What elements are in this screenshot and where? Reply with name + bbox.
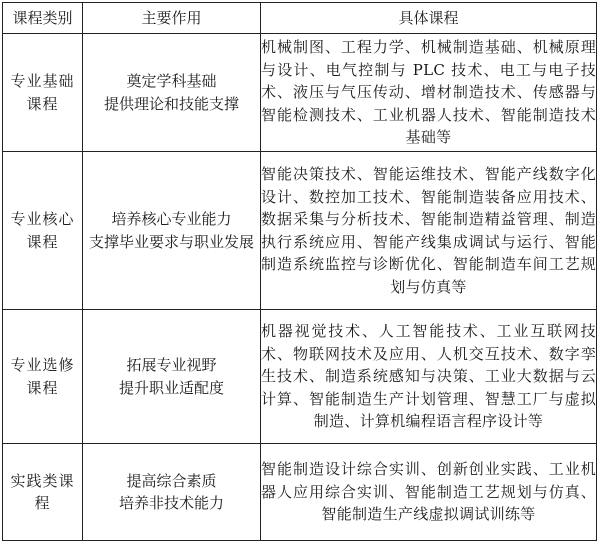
role-cell [83,310,261,444]
role-line: 提升职业适配度 [118,378,224,397]
role-line: 培养非技术能力 [118,494,224,512]
header-courses: 具体课程 [261,3,597,34]
category-cell: 专业核心课程 [3,152,83,310]
category-cell: 专业基础课程 [3,34,83,152]
role-cell [83,152,261,310]
table-row [3,310,597,444]
header-row [3,3,597,34]
table-row [3,152,597,310]
role-line: 拓展专业视野 [126,356,217,374]
header-category: 课程类别 [3,3,83,34]
role-line: 提供理论和技能支撑 [103,94,239,113]
category-cell: 专业选修课程 [3,310,83,444]
role-cell [83,444,261,541]
role-line: 支撑毕业要求与职业发展 [88,232,254,251]
category-cell: 实践类课程 [3,444,83,541]
courses-cell: 机器视觉技术、人工智能技术、工业互联网技术、物联网技术及应用、人机交互技术、数字孪生技术、制造系统感知与决策、工业大数据与云计算、智能制造生产计划管理、智慧工厂与虚拟制造、计算机编程语言程序设计等 [261,310,597,444]
role-line: 提高综合素质 [126,471,217,490]
table-row [3,34,597,152]
courses-cell: 机械制图、工程力学、机械制造基础、机械原理与设计、电气控制与 PLC 技术、电工与电子技术、液压与气压传动、增材制造技术、传感器与智能检测技术、工业机器人技术、智能制造技术基础等 [261,34,597,152]
courses-cell: 智能决策技术、智能运维技术、智能产线数字化设计、数控加工技术、智能制造装备应用技术、数据采集与分析技术、智能制造精益管理、制造执行系统应用、智能产线集成调试与运行、智能制造系统监控与诊断优化、智能制造车间工艺规划与仿真等 [261,152,597,310]
course-table [2,2,597,541]
role-cell [83,34,261,152]
role-line: 奠定学科基础 [126,72,217,90]
role-line: 培养核心专业能力 [111,210,232,228]
courses-cell: 智能制造设计综合实训、创新创业实践、工业机器人应用综合实训、智能制造工艺规划与仿真、智能制造生产线虚拟调试训练等 [261,444,597,541]
header-role: 主要作用 [83,3,261,34]
table-row [3,444,597,541]
